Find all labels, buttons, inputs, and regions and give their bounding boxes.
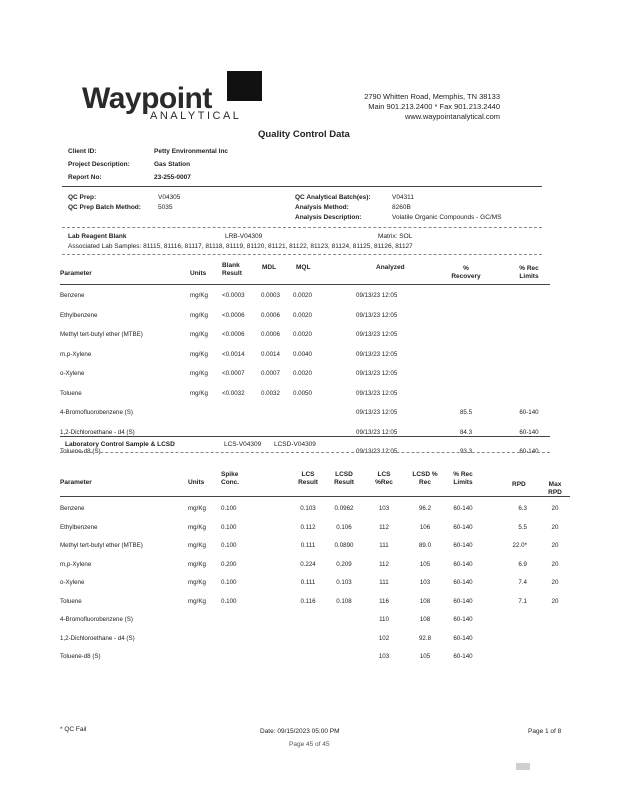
lcs-lcs-rec: 111 [379,579,389,586]
blank-mdl: 0.0003 [261,292,280,299]
lcs-lcs-result: 0.111 [300,579,316,586]
lcs-units: mg/Kg [188,505,206,512]
lcs-header-lcs-result: LCS Result [298,471,318,486]
blank-header-limits: % Rec Limits [519,265,539,280]
divider [60,436,550,437]
lcs-lcs-result: 0.112 [300,523,316,531]
blank-mql: 0.0020 [293,292,312,299]
report-date: Date: 09/15/2023 05:00 PM [260,728,340,735]
blank-mql: 0.0050 [293,389,312,397]
lcs-lcs-rec: 110 [379,616,389,623]
lcs-lcs-result: 0.224 [300,560,316,568]
blank-mql: 0.0020 [293,331,312,338]
page-code: Page 45 of 45 [289,741,330,748]
blank-analyzed: 09/13/23 12:05 [356,370,398,377]
blank-units: mg/Kg [190,350,208,358]
blank-analyzed: 09/13/23 12:05 [356,428,398,436]
address-line-2: Main 901.213.2400 * Fax 901.213.2440 [368,102,500,111]
blank-parameter: Toluene [60,389,82,397]
lcs-title: Laboratory Control Sample & LCSD [65,441,175,448]
blank-parameter: Benzene [60,292,85,299]
company-logo-subtitle: ANALYTICAL [150,110,242,122]
lcs-lcs-rec: 116 [379,597,389,605]
lcs-rpd: 22.0* [512,542,527,549]
blank-parameter: Toluene-d8 (S) [60,448,101,455]
lcs-lcsd-result: 0.209 [336,560,352,568]
lcs-lcs-rec: 103 [378,653,390,660]
lcs-units: mg/Kg [188,560,206,568]
logo-mark [227,71,262,101]
lcs-lcsd-rec: 89.0 [418,542,432,549]
lcs-spike-conc: 0.100 [221,579,237,586]
lcs-max-rpd: 20 [551,579,559,586]
blank-blank-result: <0.0014 [222,350,245,358]
lcs-header-limits: % Rec Limits [453,471,473,486]
blank-rec-limits: 60-140 [519,428,539,436]
lcs-rpd: 7.4 [518,579,527,586]
lcs-lcsd-rec: 92.8 [418,634,432,642]
qc-fail-note: * QC Fail [60,726,87,733]
blank-mdl: 0.0014 [261,350,280,358]
qc-analytical-batch-label: QC Analytical Batch(es): [295,194,371,201]
lcs-parameter: Ethylbenzene [60,523,98,531]
blank-recovery: 84.3 [459,428,473,436]
lcs-header-lcsd-result: LCSD Result [334,471,354,486]
blank-analyzed: 09/13/23 12:05 [356,448,398,455]
lcs-parameter: Toluene [60,597,82,605]
lcs-lcs-rec: 103 [378,505,390,512]
lcs-header-spike: Spike Conc. [221,471,240,486]
scan-stamp [516,763,530,770]
blank-mdl: 0.0006 [261,311,280,319]
lcs-rpd: 7.1 [518,597,527,605]
qc-analytical-batch-value: V04311 [392,194,414,201]
divider [60,452,550,453]
blank-matrix: Matrix: SOL [378,233,413,240]
lcs-rec-limits: 60-140 [453,505,473,512]
blank-mql: 0.0040 [293,350,312,358]
address-line-3: www.waypointanalytical.com [404,112,500,121]
lcs-rpd: 6.9 [518,560,527,568]
lcs-units: mg/Kg [188,597,206,605]
blank-blank-result: <0.0006 [222,311,245,319]
lcs-rec-limits: 60-140 [453,523,473,531]
lcs-max-rpd: 20 [551,560,559,568]
blank-units: mg/Kg [190,292,208,299]
blank-header-result: Blank Result [222,262,242,277]
blank-blank-result: <0.0007 [222,370,245,377]
company-logo: Waypoint [82,82,212,115]
lcs-rec-limits: 60-140 [453,560,473,568]
project-value: Gas Station [154,161,191,168]
report-label: Report No: [68,174,102,181]
lcs-header-parameter: Parameter [60,479,92,486]
blank-units: mg/Kg [190,370,208,377]
blank-header-mql: MQL [296,264,311,271]
divider [62,186,542,187]
blank-header-units: Units [190,270,207,277]
divider [62,227,542,228]
blank-mdl: 0.0007 [261,370,280,377]
lcs-lcs-result: 0.111 [300,542,316,549]
lcs-lcsd-result: 0.108 [336,597,352,605]
blank-analyzed: 09/13/23 12:05 [356,311,398,319]
report-value: 23-255-0007 [154,174,191,181]
blank-blank-result: <0.0006 [222,331,245,338]
blank-id: LRB-V04309 [225,233,263,240]
lcs-rec-limits: 60-140 [453,579,473,586]
blank-mql: 0.0020 [293,311,312,319]
blank-mdl: 0.0032 [261,389,280,397]
blank-analyzed: 09/13/23 12:05 [356,389,398,397]
lcs-id: LCS-V04309 [224,441,262,448]
project-label: Project Description: [68,161,130,168]
lcs-rec-limits: 60-140 [453,542,473,549]
page-number: Page 1 of 8 [528,728,562,735]
blank-header-mdl: MDL [262,264,277,271]
lcs-units: mg/Kg [188,579,206,586]
blank-title: Lab Reagent Blank [68,233,127,240]
divider [60,496,570,497]
lcs-spike-conc: 0.200 [221,560,237,568]
blank-header-recovery: % Recovery [451,265,481,280]
blank-analyzed: 09/13/23 12:05 [356,331,398,338]
blank-header-analyzed: Analyzed [376,264,405,271]
analysis-method-value: 8260B [392,204,411,211]
blank-parameter: m,p-Xylene [60,350,92,358]
lcs-spike-conc: 0.100 [221,597,237,605]
lcs-parameter: m,p-Xylene [60,560,92,568]
lcs-lcsd-result: 0.106 [336,523,352,531]
divider [62,254,542,255]
lcs-lcsd-rec: 105 [419,653,431,660]
lcs-lcsd-result: 0.0962 [334,505,354,512]
blank-units: mg/Kg [190,311,208,319]
lcs-spike-conc: 0.100 [221,523,237,531]
lcs-parameter: 1,2-Dichloroethane - d4 (S) [60,634,135,642]
lcs-rpd: 5.5 [518,523,527,531]
lcs-lcsd-rec: 108 [419,616,431,623]
lcs-spike-conc: 0.100 [221,542,237,549]
client-id-label: Client ID: [68,148,97,155]
lcs-lcsd-rec: 103 [419,579,431,586]
lcs-parameter: Methyl tert-butyl ether (MTBE) [60,542,143,549]
lcs-header-units: Units [188,479,205,486]
lcs-rec-limits: 60-140 [453,653,473,660]
blank-rec-limits: 60-140 [519,448,539,455]
blank-header-parameter: Parameter [60,270,92,277]
lcs-header-max-rpd: Max RPD [548,481,562,496]
analysis-method-label: Analysis Method: [295,204,349,211]
blank-analyzed: 09/13/23 12:05 [356,292,398,299]
blank-mql: 0.0020 [293,370,312,377]
lcs-spike-conc: 0.100 [221,505,237,512]
lcs-max-rpd: 20 [551,597,559,605]
lcsd-id: LCSD-V04309 [274,441,316,448]
lcs-parameter: Toluene-d8 (S) [60,653,101,660]
client-id-value: Petty Environmental Inc [154,148,229,155]
company-address [300,92,500,122]
blank-recovery: 93.3 [459,448,473,455]
blank-units: mg/Kg [190,331,208,338]
lcs-lcsd-result: 0.103 [336,579,352,586]
blank-parameter: 4-Bromofluorobenzene (S) [60,409,133,416]
lcs-lcsd-rec: 96.2 [418,505,432,512]
lcs-units: mg/Kg [188,542,206,549]
blank-parameter: 1,2-Dichloroethane - d4 (S) [60,428,135,436]
associated-samples: Associated Lab Samples: 81115, 81116, 81117, 81118, 81119, 81120, 81121, 81122, 81123, 81124, 81125, 81126, 81127 [68,243,413,250]
analysis-desc-value: Volatile Organic Compounds - GC/MS [392,214,502,221]
blank-units: mg/Kg [190,389,208,397]
blank-mdl: 0.0006 [261,331,280,338]
lcs-parameter: o-Xylene [60,579,85,586]
lcs-lcs-rec: 102 [378,634,390,642]
lcs-lcs-rec: 112 [379,560,389,568]
blank-parameter: Ethylbenzene [60,311,98,319]
page-title: Quality Control Data [258,129,350,140]
blank-blank-result: <0.0032 [222,389,245,397]
lcs-max-rpd: 20 [551,523,559,531]
blank-parameter: o-Xylene [60,370,85,377]
blank-analyzed: 09/13/23 12:05 [356,350,398,358]
lcs-lcsd-rec: 108 [419,597,431,605]
lcs-lcs-rec: 112 [379,523,389,531]
lcs-header-lcs-rec: LCS %Rec [375,471,393,486]
qc-prep-value: V04305 [158,194,181,201]
address-line-1: 2790 Whitten Road, Memphis, TN 38133 [364,92,500,101]
lcs-parameter: 4-Bromofluorobenzene (S) [60,616,133,623]
lcs-rec-limits: 60-140 [453,616,473,623]
lcs-header-lcsd-rec: LCSD % Rec [412,471,438,486]
lcs-units: mg/Kg [188,523,206,531]
lcs-lcs-rec: 111 [379,542,389,549]
lcs-lcs-result: 0.116 [300,597,316,605]
lcs-rec-limits: 60-140 [453,597,473,605]
blank-blank-result: <0.0003 [222,292,245,299]
lcs-rpd: 6.3 [518,505,527,512]
lcs-lcsd-rec: 105 [419,560,431,568]
lcs-parameter: Benzene [60,505,85,512]
qc-prep-label: QC Prep: [68,194,97,201]
qc-prep-batch-label: QC Prep Batch Method: [68,204,141,211]
blank-analyzed: 09/13/23 12:05 [356,409,398,416]
lcs-max-rpd: 20 [551,542,559,549]
lcs-header-rpd: RPD [512,481,526,488]
divider [60,284,550,285]
lcs-lcs-result: 0.103 [300,505,316,512]
blank-rec-limits: 60-140 [519,409,539,416]
lcs-lcsd-result: 0.0890 [334,542,354,549]
lcs-max-rpd: 20 [551,505,559,512]
lcs-rec-limits: 60-140 [453,634,473,642]
qc-prep-batch-value: 5035 [158,204,173,211]
blank-parameter: Methyl tert-butyl ether (MTBE) [60,331,143,338]
blank-recovery: 85.5 [459,409,473,416]
analysis-desc-label: Analysis Description: [295,214,362,221]
lcs-lcsd-rec: 106 [419,523,431,531]
